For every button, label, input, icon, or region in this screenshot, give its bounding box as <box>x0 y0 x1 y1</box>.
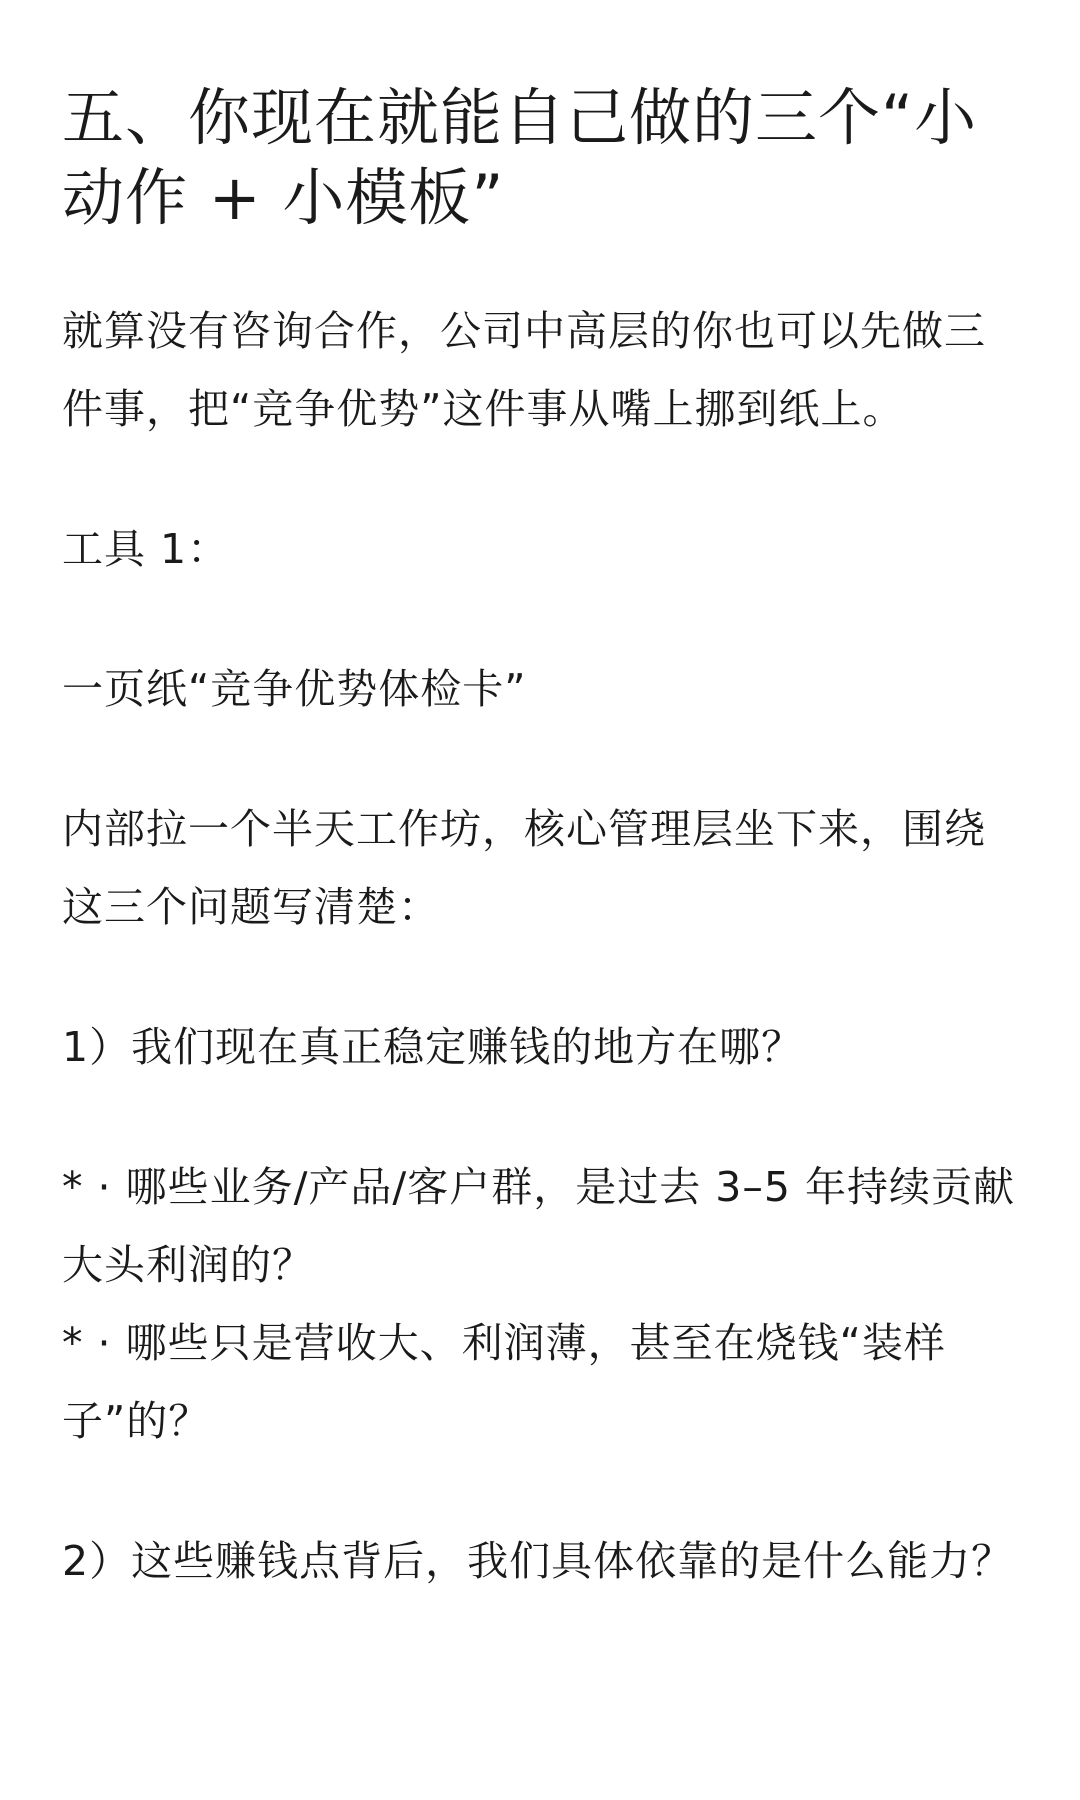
bullet-item: * · 哪些只是营收大、利润薄，甚至在烧钱“装样子”的？ <box>62 1319 946 1445</box>
tool-name: 一页纸“竞争优势体检卡” <box>62 665 527 713</box>
bullet-item: * · 哪些业务/产品/客户群，是过去 3–5 年持续贡献大头利润的？ <box>62 1163 1015 1289</box>
question-1: 1）我们现在真正稳定赚钱的地方在哪？ <box>62 1023 804 1071</box>
tool-description: 内部拉一个半天工作坊，核心管理层坐下来，围绕这三个问题写清楚： <box>62 805 986 931</box>
question-2: 2）这些赚钱点背后，我们具体依靠的是什么能力？ <box>62 1537 1014 1585</box>
bullet-list <box>62 1148 1018 1460</box>
intro-paragraph: 就算没有咨询合作，公司中高层的你也可以先做三件事，把“竞争优势”这件事从嘴上挪到纸上。 <box>62 307 986 433</box>
section-heading: 五、你现在就能自己做的三个“小动作 + 小模板” <box>62 81 978 234</box>
tool-label: 工具 1： <box>62 525 230 573</box>
